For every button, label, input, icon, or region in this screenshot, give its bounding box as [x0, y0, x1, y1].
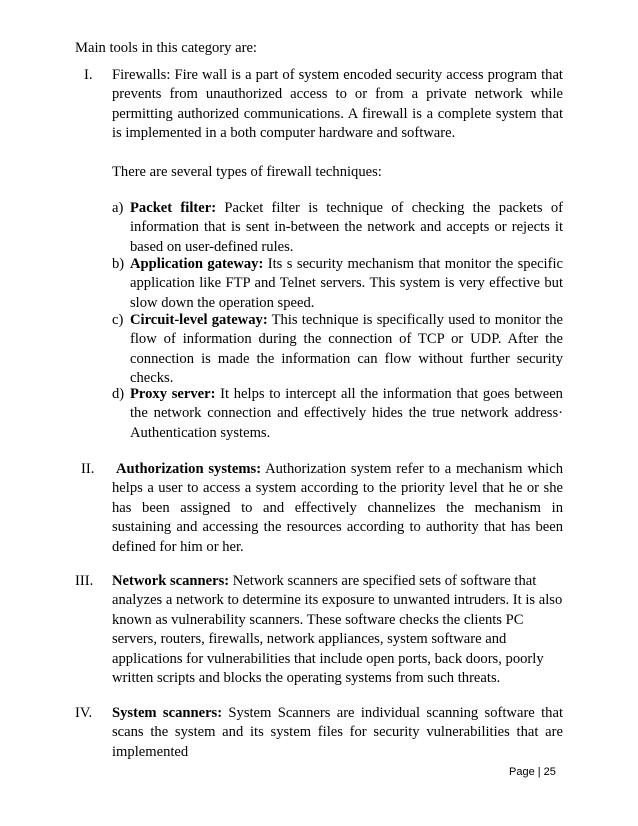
subitem-letter: b): [112, 256, 125, 272]
list-subitem-packet-filter: [112, 199, 563, 257]
subitem-text: [130, 255, 563, 313]
list-subitem-circuit-level-gateway: [112, 311, 563, 389]
item-text: [112, 572, 563, 688]
list-item-system-scanners: [75, 704, 563, 762]
subitem-title: Application gateway:: [130, 256, 264, 272]
item-title: System scanners:: [112, 705, 223, 721]
item-text: [112, 704, 563, 762]
subitem-letter: a): [112, 200, 124, 216]
item-desc: System Scanners are individual scanning software that scans the system and its system files for security vulnerabilities that are implemented: [112, 705, 563, 760]
intro-text: Main tools in this category are:: [75, 40, 257, 56]
subitem-desc: It helps to intercept all the information that goes between the network connection and effectively hides the true network address· Authentication systems.: [130, 386, 563, 441]
subitem-desc: This technique is specifically used to monitor the flow of information during the connection of TCP or UDP. After the connection is made the information can flow without further security checks.: [130, 312, 563, 387]
page-number-footer: Page | 25: [509, 766, 556, 778]
item-text: Firewalls: Fire wall is a part of system encoded security access program that prevents from unauthorized access to or from a private network while permitting authorized communications. A firewall is a complete system that is implemented in a both computer hardware and software.: [112, 67, 563, 142]
item-desc: Network scanners are specified sets of software that analyzes a network to determine its exposure to unwanted intruders. It is also known as vulnerability scanners. These software checks the clients PC servers, routers, firewalls, network appliances, system software and applications for vulnerabilities that include open ports, back doors, poorly written scripts and blocks the operating systems from such threats.: [112, 573, 563, 687]
item-number: II.: [81, 461, 95, 477]
subitem-text: [130, 385, 563, 443]
item-number: I.: [84, 67, 93, 83]
list-item-authorization-systems: [75, 460, 563, 557]
list-subitem-application-gateway: [112, 255, 563, 313]
list-subitem-proxy-server: [112, 385, 563, 443]
subitem-desc: Packet filter is technique of checking the packets of information that is sent in-between the network and accepts or rejects it based on user-defined rules.: [130, 200, 563, 255]
subitem-text: [130, 311, 563, 389]
item-number: III.: [75, 573, 94, 589]
item-number: IV.: [75, 705, 93, 721]
firewall-types-note-row: [75, 163, 563, 182]
subitem-letter: c): [112, 312, 124, 328]
item-text: [112, 460, 563, 557]
list-item-network-scanners: [75, 572, 563, 688]
subitem-title: Circuit-level gateway:: [130, 312, 268, 328]
list-item-firewalls: [75, 66, 563, 144]
item-desc: Authorization system refer to a mechanism which helps a user to access a system according to the priority level that he or she has been assigned to and effectively channelizes the mechanism in sustaining and accessing the resources according to authority that has been defined for him or her.: [112, 461, 563, 555]
subitem-desc: Its s security mechanism that monitor the specific application like FTP and Telnet servers. This system is very effective but slow down the operation speed.: [130, 256, 564, 311]
subitem-title: Proxy server:: [130, 386, 216, 402]
firewall-types-note: There are several types of firewall techniques:: [112, 164, 382, 180]
item-title: Network scanners:: [112, 573, 230, 589]
item-title: Authorization systems:: [116, 461, 262, 477]
subitem-title: Packet filter:: [130, 200, 217, 216]
subitem-text: [130, 199, 563, 257]
subitem-letter: d): [112, 386, 125, 402]
